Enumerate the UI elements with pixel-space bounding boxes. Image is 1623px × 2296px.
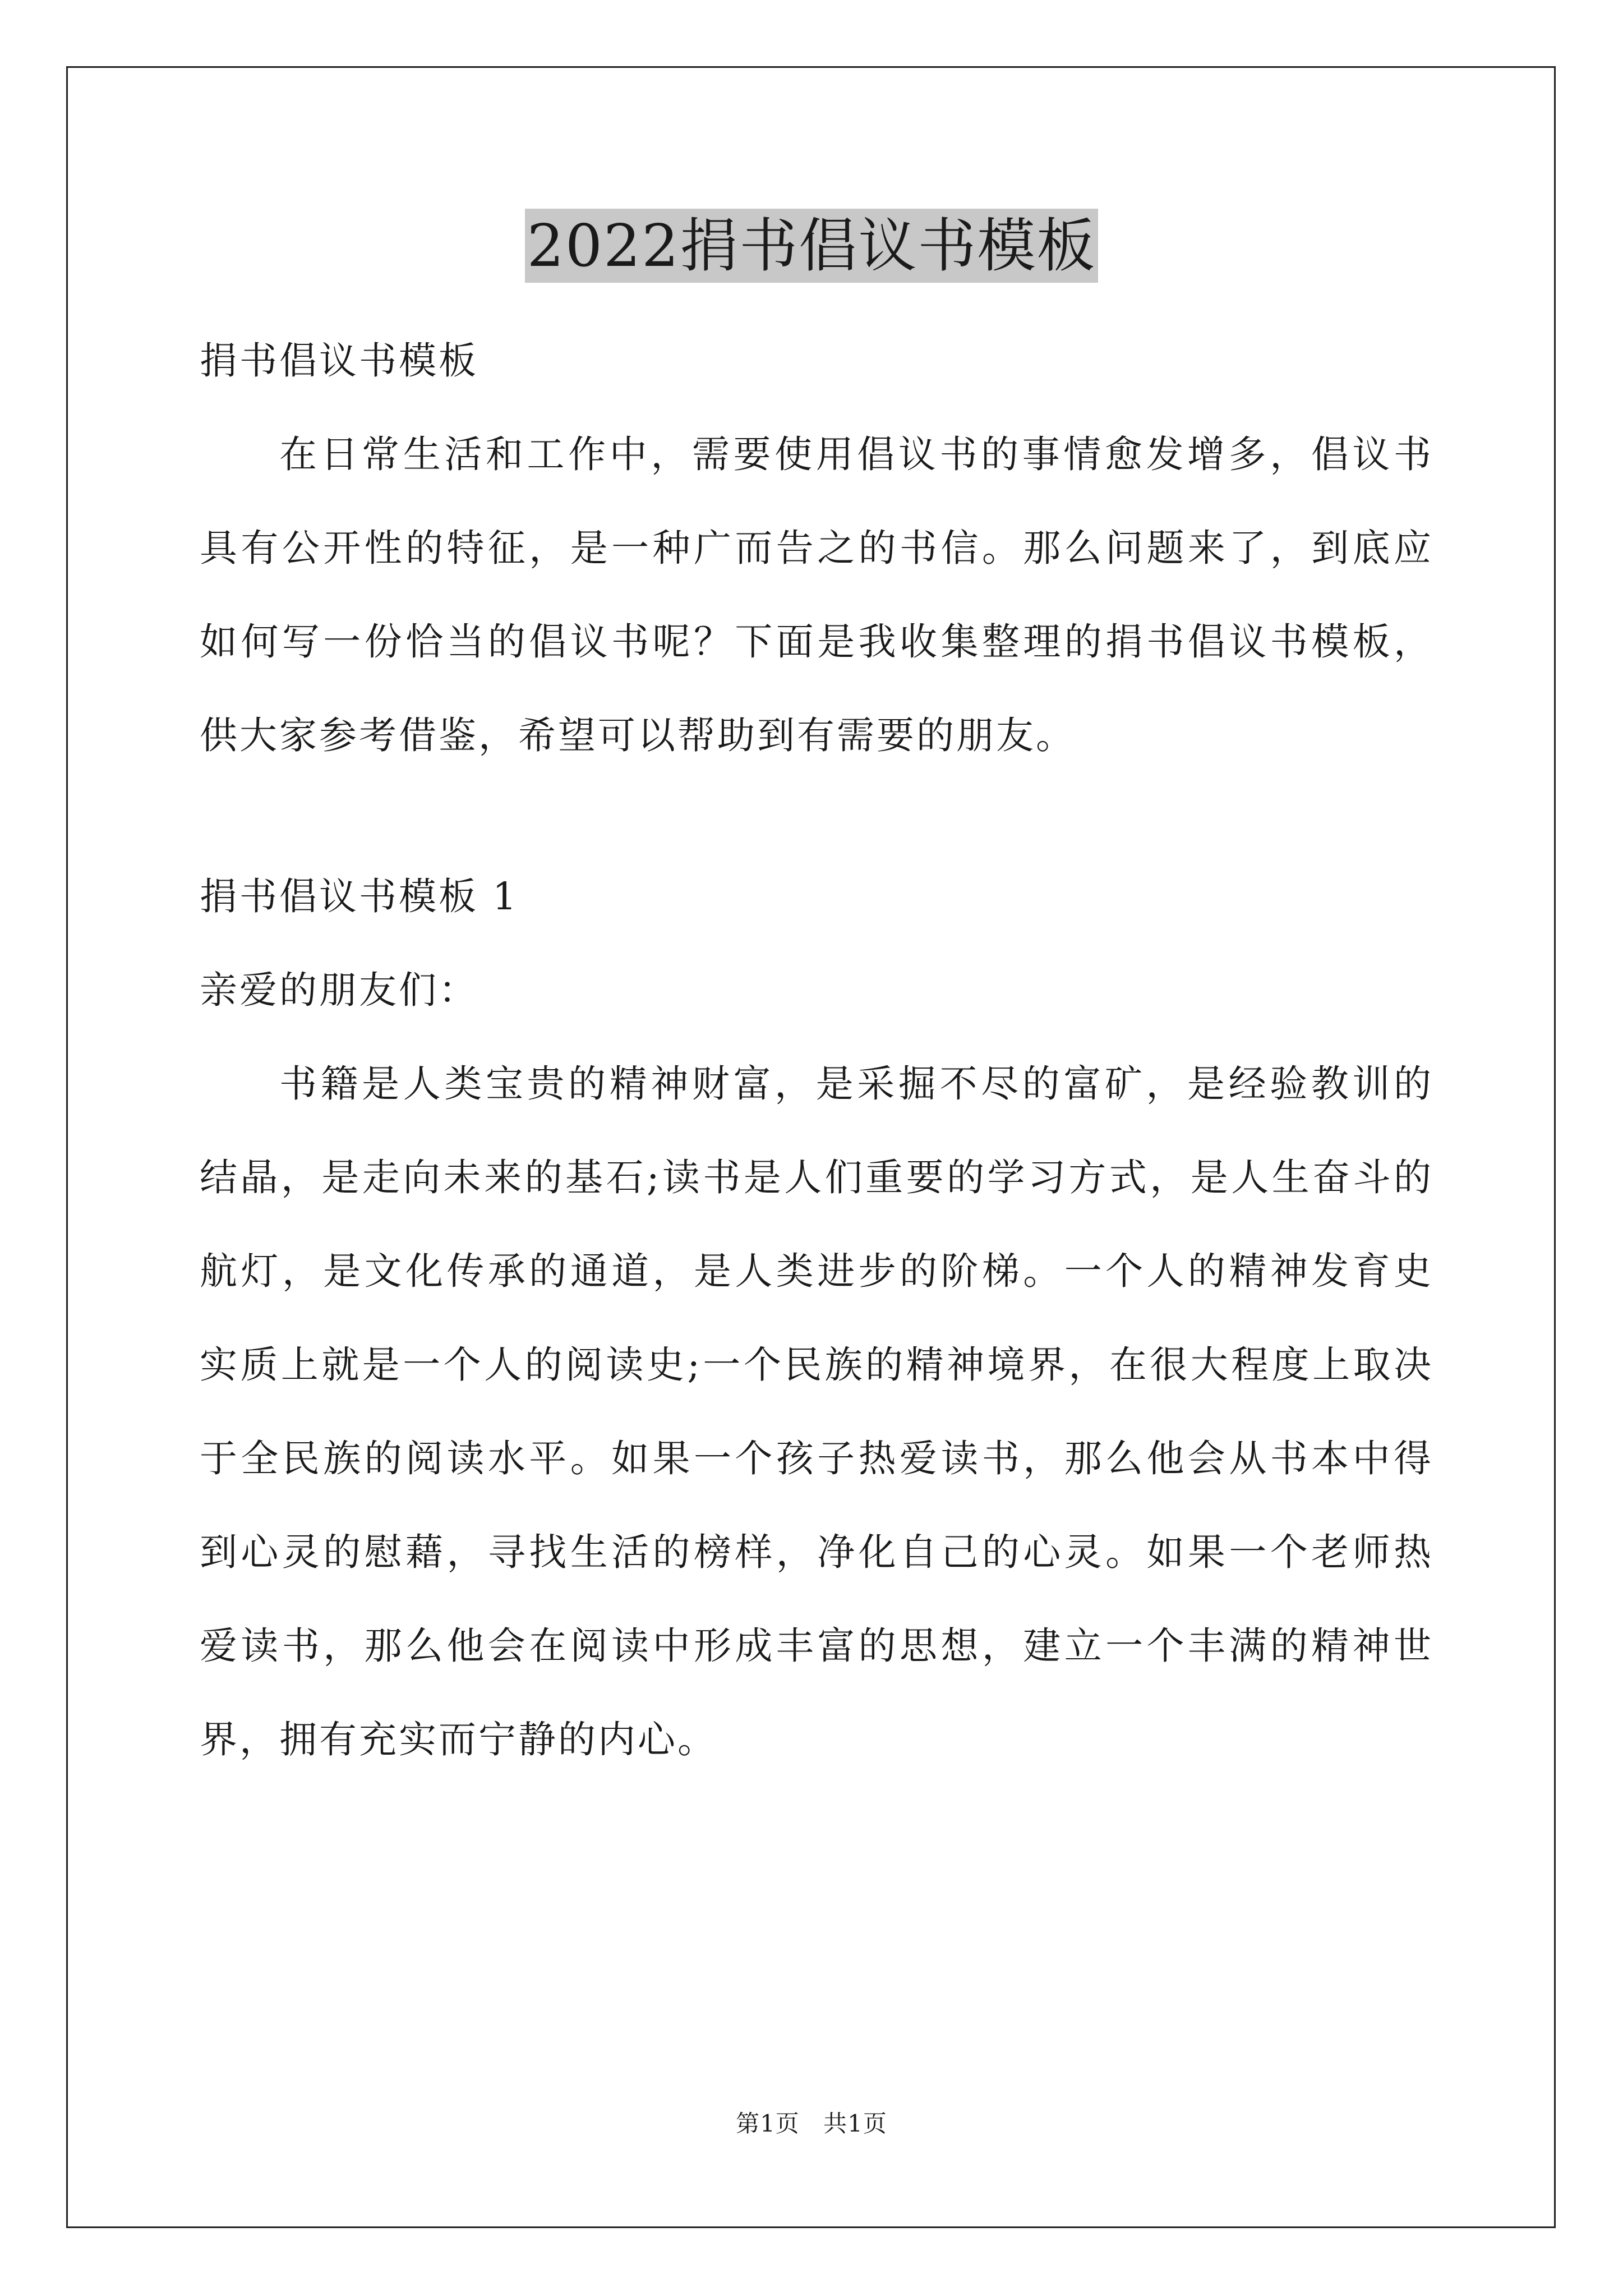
body-paragraph: 书籍是人类宝贵的精神财富，是采掘不尽的富矿，是经验教训的结晶，是走向未来的基石;读书是人们重要的学习方式，是人生奋斗的航灯，是文化传承的通道，是人类进步的阶梯。一个人的精神发育史实质上就是一个人的阅读史;一个民族的精神境界，在很大程度上取决于全民族的阅读水平。如果一个孩子热爱读书，那么他会从书本中得到心灵的慰藉，寻找生活的榜样，净化自己的心灵。如果一个老师热爱读书，那么他会在阅读中形成丰富的思想，建立一个丰满的精神世界，拥有充实而宁静的内心。: [200, 1062, 1433, 1761]
section-spacer: [200, 783, 1433, 850]
document-title: 2022捐书倡议书模板: [525, 209, 1099, 283]
subtitle: 捐书倡议书模板: [200, 339, 478, 383]
page-total: 共1页: [823, 2110, 887, 2137]
page-number: 第1页: [736, 2110, 800, 2137]
section-title: 捐书倡议书模板 1: [200, 875, 519, 918]
salutation: 亲爱的朋友们：: [200, 968, 478, 1012]
title-container: [0, 209, 1623, 283]
page-footer: [0, 2108, 1623, 2139]
document-body: [200, 314, 1433, 1787]
intro-paragraph: 在日常生活和工作中，需要使用倡议书的事情愈发增多，倡议书具有公开性的特征，是一种广而告之的书信。那么问题来了，到底应如何写一份恰当的倡议书呢？下面是我收集整理的捐书倡议书模板，供大家参考借鉴，希望可以帮助到有需要的朋友。: [200, 432, 1433, 757]
